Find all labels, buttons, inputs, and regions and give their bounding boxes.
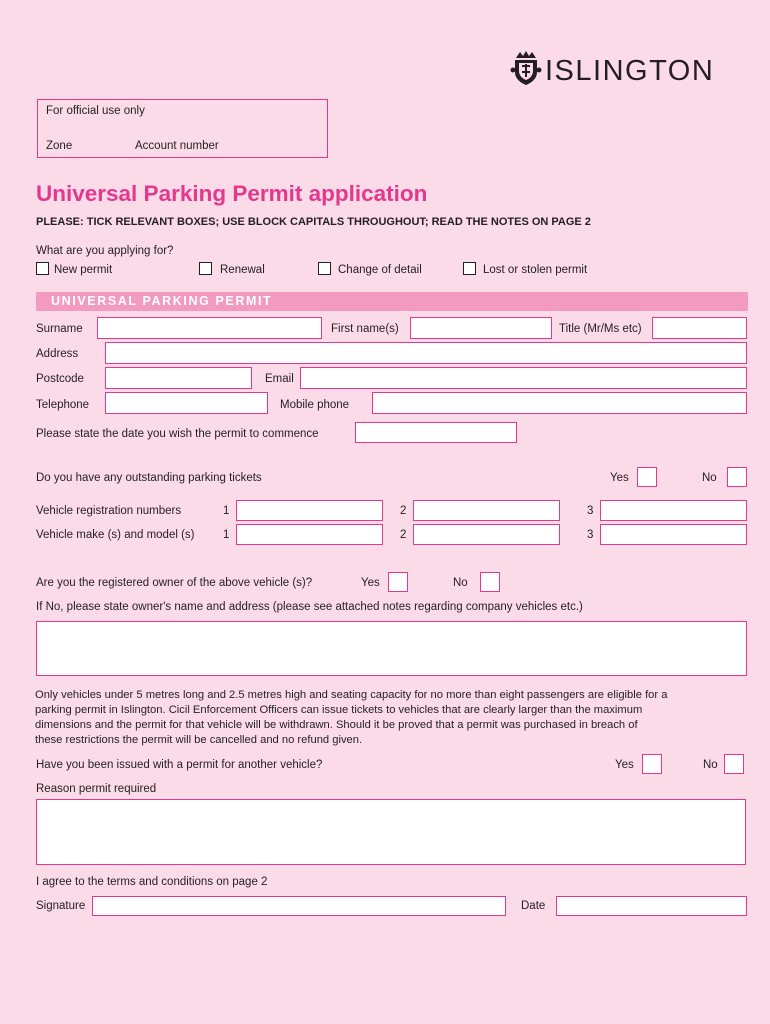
- council-logo-text: ISLINGTON: [545, 55, 715, 87]
- tickets-no-label: No: [702, 472, 717, 484]
- signature-label: Signature: [36, 900, 86, 912]
- owner-question: Are you the registered owner of the above vehicle (s)?: [36, 577, 313, 589]
- reason-label: Reason permit required: [36, 783, 157, 795]
- crest-icon: [510, 50, 542, 86]
- other-permit-yes-label: Yes: [615, 759, 634, 771]
- registration-number-3: 3: [587, 505, 594, 517]
- email-field[interactable]: [300, 367, 747, 389]
- signature-field[interactable]: [92, 896, 506, 916]
- address-field[interactable]: [105, 342, 747, 364]
- registration-field-1[interactable]: [236, 500, 383, 521]
- change-of-detail-label: Change of detail: [338, 264, 422, 276]
- commence-date-field[interactable]: [355, 422, 517, 443]
- commence-date-label: Please state the date you wish the permit to commence: [36, 428, 319, 440]
- other-permit-question: Have you been issued with a permit for another vehicle?: [36, 759, 323, 771]
- make-number-3: 3: [587, 529, 594, 541]
- renewal-checkbox[interactable]: [199, 262, 212, 275]
- other-permit-no-label: No: [703, 759, 718, 771]
- form-instructions: PLEASE: TICK RELEVANT BOXES; USE BLOCK CAPITALS THROUGHOUT; READ THE NOTES ON PAGE 2: [36, 216, 591, 228]
- tickets-no-box[interactable]: [727, 467, 747, 487]
- notice-line: these restrictions the permit will be cancelled and no refund given.: [35, 734, 363, 746]
- account-number-label: Account number: [135, 140, 219, 152]
- email-label: Email: [265, 373, 294, 385]
- address-label: Address: [36, 348, 79, 360]
- eligibility-notice: [35, 688, 695, 748]
- make-field-1[interactable]: [236, 524, 383, 545]
- renewal-label: Renewal: [220, 264, 265, 276]
- date-field[interactable]: [556, 896, 747, 916]
- applying-question: What are you applying for?: [36, 245, 174, 257]
- make-field-3[interactable]: [600, 524, 747, 545]
- reason-field[interactable]: [36, 799, 746, 865]
- vehicle-make-label: Vehicle make (s) and model (s): [36, 529, 195, 541]
- official-use-title: For official use only: [46, 105, 145, 117]
- tickets-yes-label: Yes: [610, 472, 629, 484]
- mobile-field[interactable]: [372, 392, 747, 414]
- owner-no-box[interactable]: [480, 572, 500, 592]
- title-field[interactable]: [652, 317, 747, 339]
- tickets-yes-box[interactable]: [637, 467, 657, 487]
- owner-yes-box[interactable]: [388, 572, 408, 592]
- postcode-field[interactable]: [105, 367, 252, 389]
- registration-field-3[interactable]: [600, 500, 747, 521]
- make-number-1: 1: [223, 529, 230, 541]
- lost-stolen-label: Lost or stolen permit: [483, 264, 588, 276]
- owner-no-label: No: [453, 577, 468, 589]
- postcode-label: Postcode: [36, 373, 84, 385]
- form-title: Universal Parking Permit application: [36, 181, 428, 206]
- make-number-2: 2: [400, 529, 407, 541]
- registration-field-2[interactable]: [413, 500, 560, 521]
- section-header: [36, 292, 748, 311]
- mobile-label: Mobile phone: [280, 399, 350, 411]
- new-permit-label: New permit: [54, 264, 113, 276]
- first-names-field[interactable]: [410, 317, 552, 339]
- surname-label: Surname: [36, 323, 83, 335]
- telephone-label: Telephone: [36, 399, 90, 411]
- first-names-label: First name(s): [331, 323, 399, 335]
- other-permit-yes-box[interactable]: [642, 754, 662, 774]
- notice-line: parking permit in Islington. Cicil Enforcement Officers can issue tickets to vehicles that are clearly larger than the maximum: [35, 704, 643, 716]
- title-label: Title (Mr/Ms etc): [559, 323, 642, 335]
- lost-stolen-checkbox[interactable]: [463, 262, 476, 275]
- surname-field[interactable]: [97, 317, 322, 339]
- owner-details-field[interactable]: [36, 621, 747, 676]
- new-permit-checkbox[interactable]: [36, 262, 49, 275]
- official-use-box: [37, 99, 328, 158]
- tickets-question: Do you have any outstanding parking tickets: [36, 472, 262, 484]
- date-label: Date: [521, 900, 546, 912]
- change-of-detail-checkbox[interactable]: [318, 262, 331, 275]
- owner-yes-label: Yes: [361, 577, 380, 589]
- vehicle-registration-label: Vehicle registration numbers: [36, 505, 182, 517]
- registration-number-1: 1: [223, 505, 230, 517]
- registration-number-2: 2: [400, 505, 407, 517]
- notice-line: dimensions and the permit for that vehicle will be withdrawn. Should it be proved that a permit was purchased in breach of: [35, 719, 638, 731]
- section-header-text: UNIVERSAL PARKING PERMIT: [51, 294, 273, 308]
- agreement-text: I agree to the terms and conditions on page 2: [36, 876, 268, 888]
- make-field-2[interactable]: [413, 524, 560, 545]
- notice-line: Only vehicles under 5 metres long and 2.5 metres high and seating capacity for no more than eight passengers are eligible for a: [35, 689, 668, 701]
- zone-label: Zone: [46, 140, 73, 152]
- other-permit-no-box[interactable]: [724, 754, 744, 774]
- telephone-field[interactable]: [105, 392, 268, 414]
- owner-if-no-label: If No, please state owner's name and address (please see attached notes regarding company vehicles etc.): [36, 601, 583, 613]
